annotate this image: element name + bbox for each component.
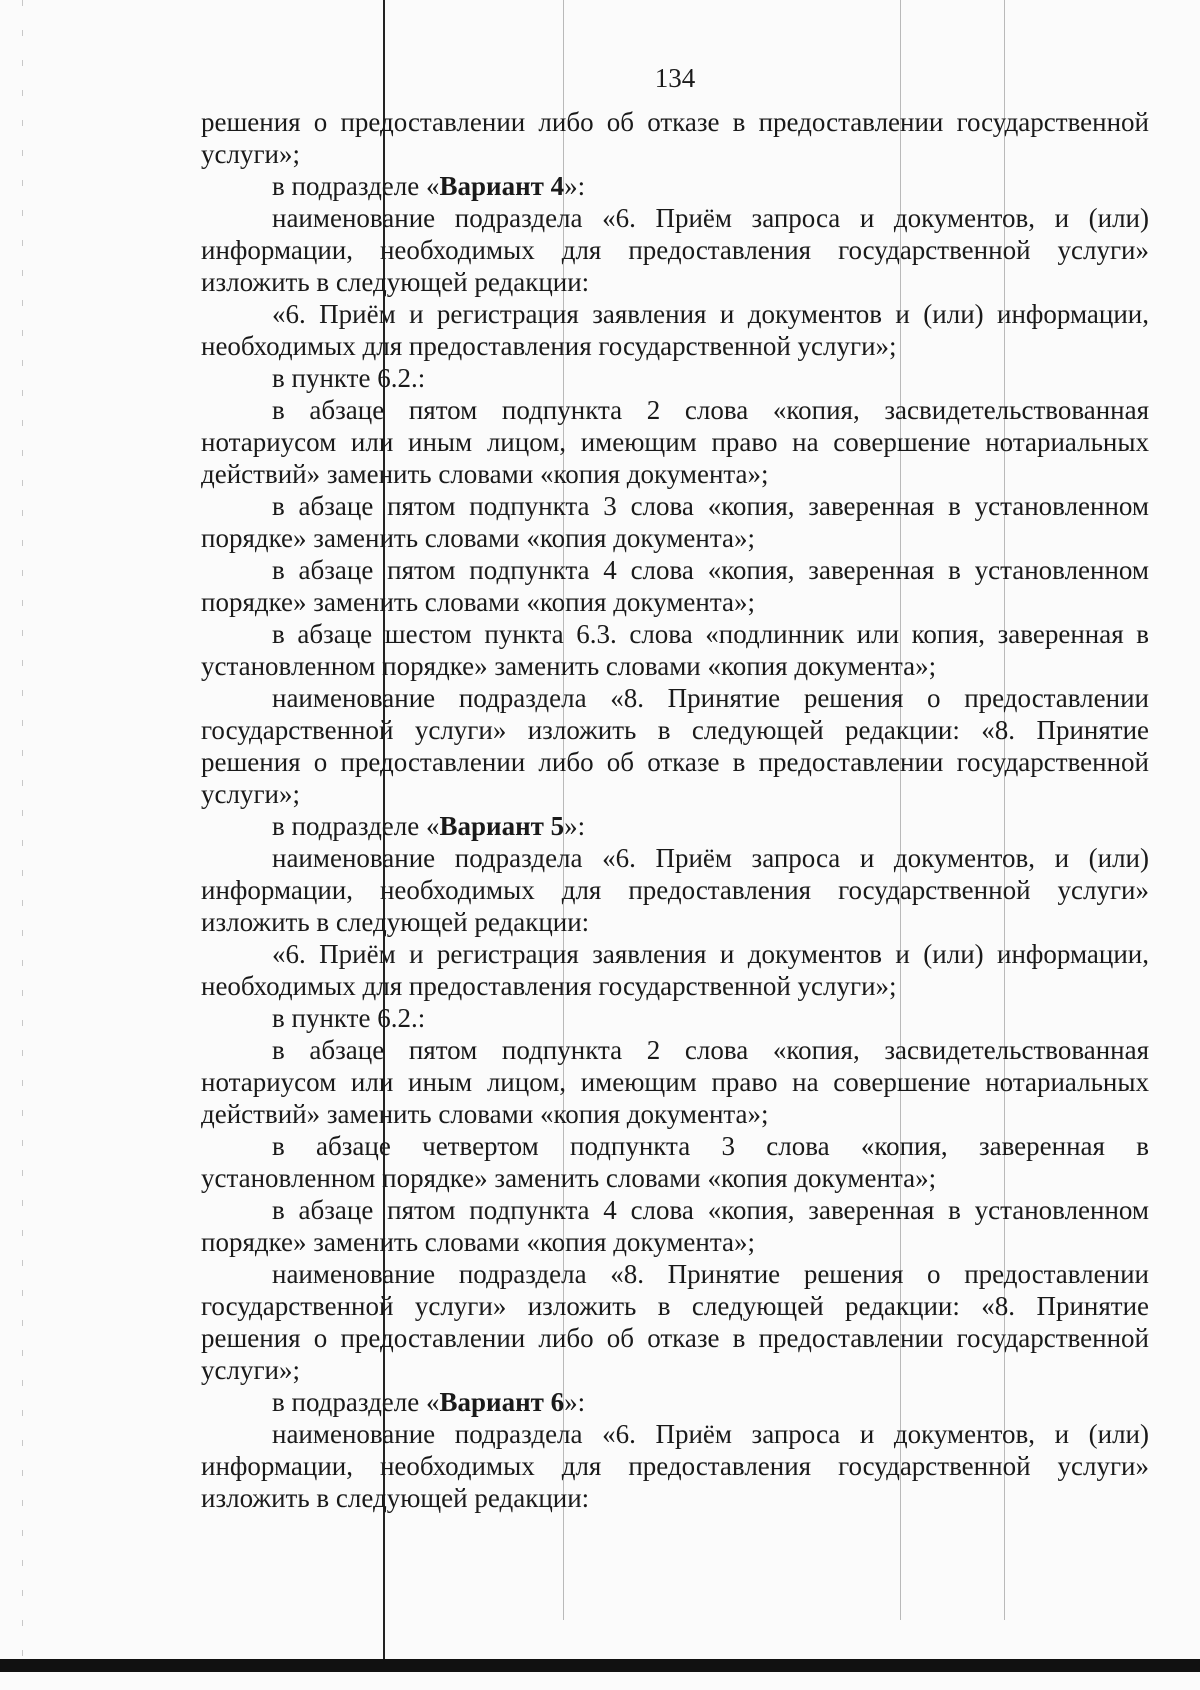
text-line: в подразделе «Вариант 6»:: [272, 1387, 586, 1417]
text-line: «6. Приём и регистрация заявления и документов и (или) информации,: [272, 299, 1149, 329]
text-line: в абзаце четвертом подпункта 3 слова «копия, заверенная в: [272, 1131, 1149, 1161]
text-line: услуги»;: [201, 1355, 300, 1385]
text-line: наименование подраздела «6. Приём запроса и документов, и (или): [272, 1419, 1149, 1449]
page-number: 134: [654, 63, 696, 93]
text-line: нотариусом или иным лицом, имеющим право на совершение нотариальных: [201, 1067, 1149, 1097]
text-line: в абзаце пятом подпункта 2 слова «копия, засвидетельствованная: [272, 1035, 1149, 1065]
text-line: решения о предоставлении либо об отказе в предоставлении государственной: [201, 747, 1149, 777]
text-line: услуги»;: [201, 139, 300, 169]
text-line: информации, необходимых для предоставления государственной услуги»: [201, 1451, 1149, 1481]
text-line: изложить в следующей редакции:: [201, 1483, 590, 1513]
scan-margin-artifact: [22, 0, 23, 1660]
text-line: наименование подраздела «8. Принятие решения о предоставлении: [272, 1259, 1149, 1289]
text-line: порядке» заменить словами «копия документа»;: [201, 523, 755, 553]
text-line: в пункте 6.2.:: [272, 363, 426, 393]
text-line: в пункте 6.2.:: [272, 1003, 426, 1033]
text-line: наименование подраздела «6. Приём запроса и документов, и (или): [272, 203, 1149, 233]
text-line: услуги»;: [201, 779, 300, 809]
text-line: «6. Приём и регистрация заявления и документов и (или) информации,: [272, 939, 1149, 969]
text-line: действий» заменить словами «копия документа»;: [201, 1099, 769, 1129]
text-line: изложить в следующей редакции:: [201, 907, 590, 937]
text-line: государственной услуги» изложить в следующей редакции: «8. Принятие: [201, 715, 1149, 745]
text-line: порядке» заменить словами «копия документа»;: [201, 587, 755, 617]
text-line: решения о предоставлении либо об отказе в предоставлении государственной: [201, 107, 1149, 137]
text-line: в подразделе «Вариант 5»:: [272, 811, 586, 841]
text-line: порядке» заменить словами «копия документа»;: [201, 1227, 755, 1257]
text-line: установленном порядке» заменить словами «копия документа»;: [201, 1163, 937, 1193]
text-line: действий» заменить словами «копия документа»;: [201, 459, 769, 489]
text-line: в абзаце пятом подпункта 4 слова «копия, заверенная в установленном: [272, 1195, 1149, 1225]
text-line: наименование подраздела «8. Принятие решения о предоставлении: [272, 683, 1149, 713]
text-line: информации, необходимых для предоставления государственной услуги»: [201, 235, 1149, 265]
text-line: в абзаце пятом подпункта 2 слова «копия, засвидетельствованная: [272, 395, 1149, 425]
text-line: в абзаце пятом подпункта 3 слова «копия, заверенная в установленном: [272, 491, 1149, 521]
text-line: необходимых для предоставления государственной услуги»;: [201, 331, 897, 361]
text-line: государственной услуги» изложить в следующей редакции: «8. Принятие: [201, 1291, 1149, 1321]
scan-bottom-edge: [0, 1659, 1200, 1672]
text-line: нотариусом или иным лицом, имеющим право на совершение нотариальных: [201, 427, 1149, 457]
text-line: изложить в следующей редакции:: [201, 267, 590, 297]
text-line: решения о предоставлении либо об отказе в предоставлении государственной: [201, 1323, 1149, 1353]
document-body: [201, 106, 1149, 1514]
text-line: установленном порядке» заменить словами «копия документа»;: [201, 651, 937, 681]
text-line: информации, необходимых для предоставления государственной услуги»: [201, 875, 1149, 905]
text-line: в абзаце пятом подпункта 4 слова «копия, заверенная в установленном: [272, 555, 1149, 585]
text-line: в абзаце шестом пункта 6.3. слова «подлинник или копия, заверенная в: [272, 619, 1149, 649]
text-line: наименование подраздела «6. Приём запроса и документов, и (или): [272, 843, 1149, 873]
text-line: в подразделе «Вариант 4»:: [272, 171, 586, 201]
text-line: необходимых для предоставления государственной услуги»;: [201, 971, 897, 1001]
